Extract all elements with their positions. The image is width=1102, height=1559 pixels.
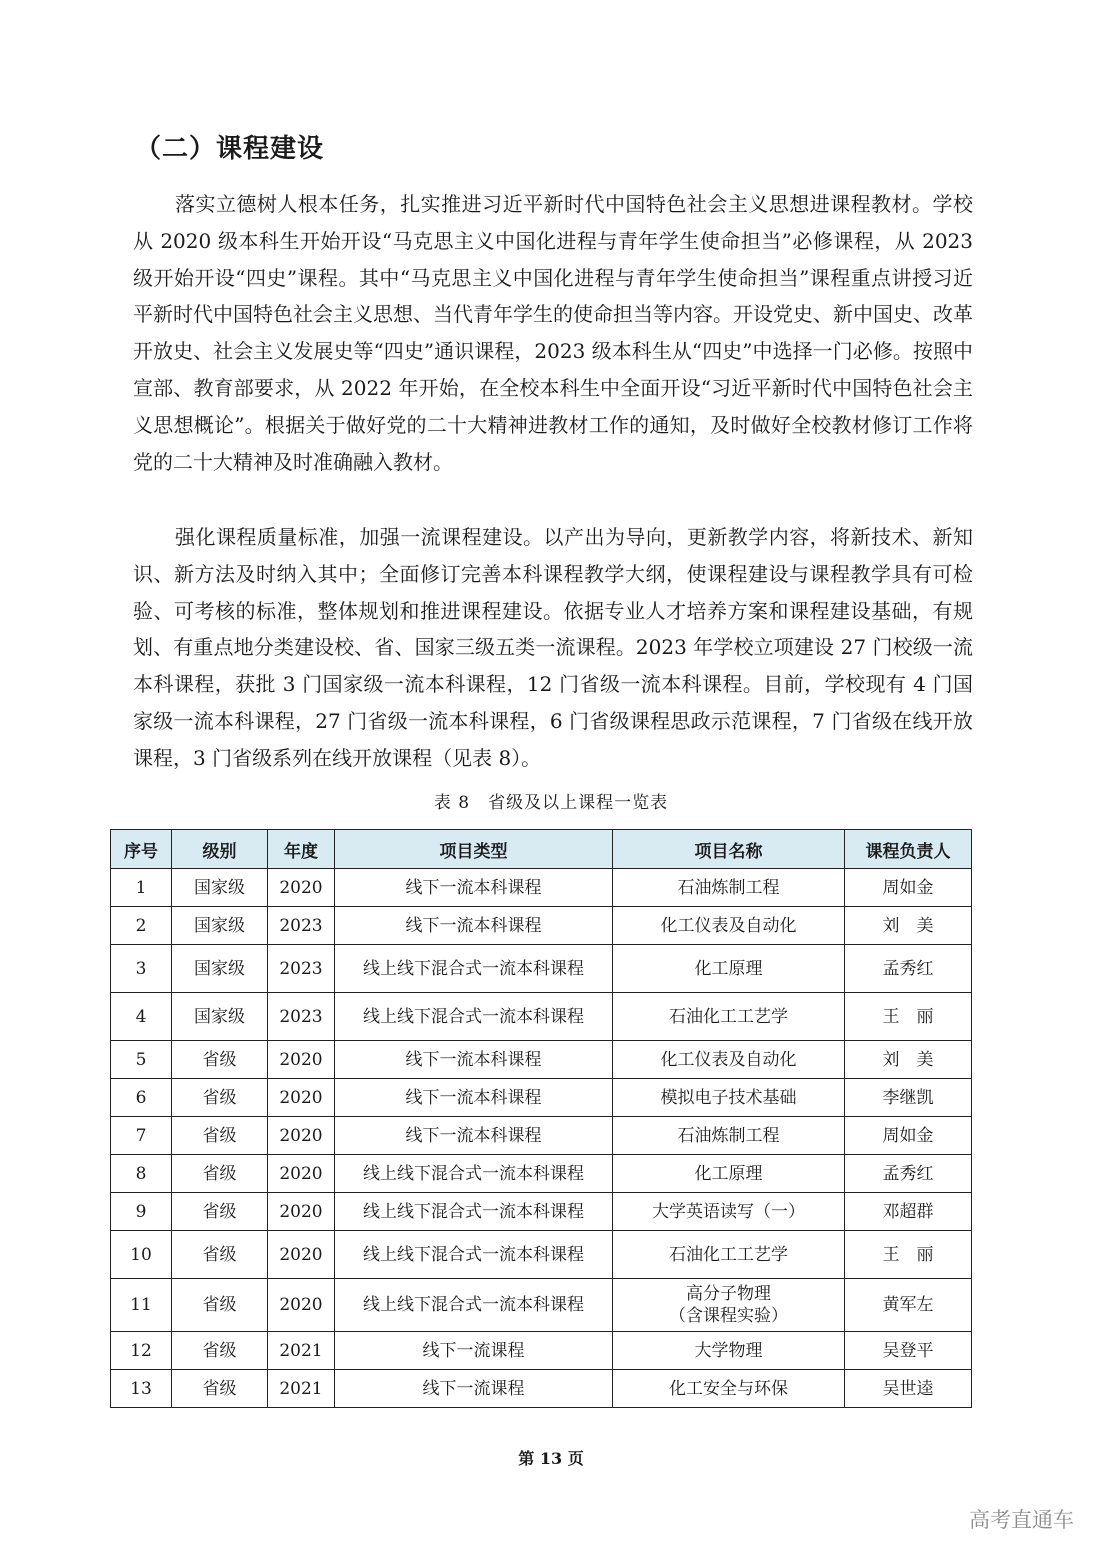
cell-year: 2020 bbox=[268, 1231, 335, 1279]
cell-lead: 李继凯 bbox=[845, 1079, 972, 1117]
col-header-name: 项目名称 bbox=[613, 830, 845, 869]
cell-name: 石油炼制工程 bbox=[613, 1117, 845, 1155]
cell-name: 石油化工工艺学 bbox=[613, 993, 845, 1041]
table-row bbox=[111, 1370, 972, 1408]
cell-year: 2021 bbox=[268, 1332, 335, 1370]
cell-name: 化工仪表及自动化 bbox=[613, 1041, 845, 1079]
cell-name: 化工安全与环保 bbox=[613, 1370, 845, 1408]
table-row bbox=[111, 1079, 972, 1117]
cell-year: 2023 bbox=[268, 993, 335, 1041]
body-paragraph-2: 强化课程质量标准，加强一流课程建设。以产出为导向，更新教学内容，将新技术、新知识、新方法及时纳入其中；全面修订完善本科课程教学大纲，使课程建设与课程教学具有可检验、可考核的标准，整体规划和推进课程建设。依据专业人才培养方案和课程建设基础，有规划、有重点地分类建设校、省、国家三级五类一流课程。2023 年学校立项建设 27 门校级一流本科课程，获批 3 门国家级一流本科课程，12 门省级一流本科课程。目前，学校现有 4 门国家级一流本科课程，27 门省级一流本科课程，6 门省级课程思政示范课程，7 门省级在线开放课程，3 门省级系列在线开放课程（见表 8）。 bbox=[133, 525, 973, 770]
cell-type: 线上线下混合式一流本科课程 bbox=[335, 1231, 613, 1279]
cell-type: 线上线下混合式一流本科课程 bbox=[335, 1193, 613, 1231]
cell-level: 省级 bbox=[172, 1079, 268, 1117]
cell-index: 9 bbox=[111, 1193, 172, 1231]
cell-index: 3 bbox=[111, 945, 172, 993]
cell-level: 省级 bbox=[172, 1041, 268, 1079]
cell-type: 线下一流课程 bbox=[335, 1370, 613, 1408]
cell-lead: 王 丽 bbox=[845, 993, 972, 1041]
cell-index: 7 bbox=[111, 1117, 172, 1155]
cell-lead: 周如金 bbox=[845, 1117, 972, 1155]
cell-year: 2023 bbox=[268, 945, 335, 993]
cell-type: 线下一流本科课程 bbox=[335, 1117, 613, 1155]
cell-name: 高分子物理 （含课程实验） bbox=[613, 1279, 845, 1332]
cell-index: 4 bbox=[111, 993, 172, 1041]
cell-year: 2020 bbox=[268, 869, 335, 907]
table-row bbox=[111, 1117, 972, 1155]
cell-name: 石油化工工艺学 bbox=[613, 1231, 845, 1279]
col-header-year: 年度 bbox=[268, 830, 335, 869]
col-header-index: 序号 bbox=[111, 830, 172, 869]
section-heading: （二）课程建设 bbox=[135, 134, 325, 164]
table-row bbox=[111, 945, 972, 993]
cell-year: 2020 bbox=[268, 1079, 335, 1117]
cell-index: 5 bbox=[111, 1041, 172, 1079]
cell-type: 线下一流本科课程 bbox=[335, 869, 613, 907]
cell-index: 13 bbox=[111, 1370, 172, 1408]
cell-name: 石油炼制工程 bbox=[613, 869, 845, 907]
body-paragraph-1: 落实立德树人根本任务，扎实推进习近平新时代中国特色社会主义思想进课程教材。学校从 2020 级本科生开始开设“马克思主义中国化进程与青年学生使命担当”必修课程，从 2023 级开始开设“四史”课程。其中“马克思主义中国化进程与青年学生使命担当”课程重点讲授习近平新时代中国特色社会主义思想、当代青年学生的使命担当等内容。开设党史、新中国史、改革开放史、社会主义发展史等“四史”通识课程，2023 级本科生从“四史”中选择一门必修。按照中宣部、教育部要求，从 2022 年开始，在全校本科生中全面开设“习近平新时代中国特色社会主义思想概论”。根据关于做好党的二十大精神进教材工作的通知，及时做好全校教材修订工作将党的二十大精神及时准确融入教材。 bbox=[133, 192, 973, 474]
cell-type: 线下一流本科课程 bbox=[335, 907, 613, 945]
cell-year: 2020 bbox=[268, 1193, 335, 1231]
cell-year: 2020 bbox=[268, 1041, 335, 1079]
cell-name: 大学物理 bbox=[613, 1332, 845, 1370]
table-row bbox=[111, 1231, 972, 1279]
cell-level: 省级 bbox=[172, 1193, 268, 1231]
table-row bbox=[111, 1155, 972, 1193]
cell-type: 线上线下混合式一流本科课程 bbox=[335, 1279, 613, 1332]
cell-year: 2020 bbox=[268, 1155, 335, 1193]
cell-name: 模拟电子技术基础 bbox=[613, 1079, 845, 1117]
cell-name: 化工原理 bbox=[613, 945, 845, 993]
course-table bbox=[110, 829, 972, 1408]
cell-year: 2020 bbox=[268, 1117, 335, 1155]
cell-index: 2 bbox=[111, 907, 172, 945]
cell-lead: 孟秀红 bbox=[845, 945, 972, 993]
table-row bbox=[111, 1193, 972, 1231]
cell-level: 国家级 bbox=[172, 907, 268, 945]
cell-index: 11 bbox=[111, 1279, 172, 1332]
cell-index: 12 bbox=[111, 1332, 172, 1370]
col-header-lead: 课程负责人 bbox=[845, 830, 972, 869]
cell-type: 线上线下混合式一流本科课程 bbox=[335, 1155, 613, 1193]
table-header-row bbox=[111, 830, 972, 869]
cell-year: 2020 bbox=[268, 1279, 335, 1332]
cell-lead: 邓超群 bbox=[845, 1193, 972, 1231]
table-row bbox=[111, 907, 972, 945]
col-header-level: 级别 bbox=[172, 830, 268, 869]
cell-index: 6 bbox=[111, 1079, 172, 1117]
cell-level: 省级 bbox=[172, 1370, 268, 1408]
cell-level: 省级 bbox=[172, 1231, 268, 1279]
cell-lead: 吴登平 bbox=[845, 1332, 972, 1370]
cell-level: 省级 bbox=[172, 1117, 268, 1155]
cell-level: 国家级 bbox=[172, 993, 268, 1041]
cell-lead: 黄军左 bbox=[845, 1279, 972, 1332]
cell-lead: 吴世逵 bbox=[845, 1370, 972, 1408]
cell-type: 线下一流本科课程 bbox=[335, 1079, 613, 1117]
cell-lead: 周如金 bbox=[845, 869, 972, 907]
cell-lead: 王 丽 bbox=[845, 1231, 972, 1279]
table-caption: 表 8 省级及以上课程一览表 bbox=[433, 793, 669, 813]
cell-level: 省级 bbox=[172, 1332, 268, 1370]
cell-type: 线上线下混合式一流本科课程 bbox=[335, 945, 613, 993]
cell-index: 10 bbox=[111, 1231, 172, 1279]
cell-lead: 孟秀红 bbox=[845, 1155, 972, 1193]
cell-type: 线下一流本科课程 bbox=[335, 1041, 613, 1079]
cell-year: 2021 bbox=[268, 1370, 335, 1408]
cell-type: 线上线下混合式一流本科课程 bbox=[335, 993, 613, 1041]
cell-level: 省级 bbox=[172, 1155, 268, 1193]
cell-index: 8 bbox=[111, 1155, 172, 1193]
table-row bbox=[111, 869, 972, 907]
table-row bbox=[111, 1279, 972, 1332]
cell-name: 大学英语读写（一） bbox=[613, 1193, 845, 1231]
cell-level: 省级 bbox=[172, 1279, 268, 1332]
table-row bbox=[111, 993, 972, 1041]
page-number: 第 13 页 bbox=[518, 1449, 584, 1468]
cell-type: 线下一流课程 bbox=[335, 1332, 613, 1370]
cell-lead: 刘 美 bbox=[845, 1041, 972, 1079]
table-row bbox=[111, 1332, 972, 1370]
cell-level: 国家级 bbox=[172, 945, 268, 993]
cell-year: 2023 bbox=[268, 907, 335, 945]
table-body bbox=[111, 869, 972, 1408]
cell-name: 化工原理 bbox=[613, 1155, 845, 1193]
cell-name: 化工仪表及自动化 bbox=[613, 907, 845, 945]
cell-lead: 刘 美 bbox=[845, 907, 972, 945]
watermark: 高考直通车 bbox=[969, 1508, 1074, 1532]
col-header-type: 项目类型 bbox=[335, 830, 613, 869]
table-row bbox=[111, 1041, 972, 1079]
cell-level: 国家级 bbox=[172, 869, 268, 907]
cell-index: 1 bbox=[111, 869, 172, 907]
